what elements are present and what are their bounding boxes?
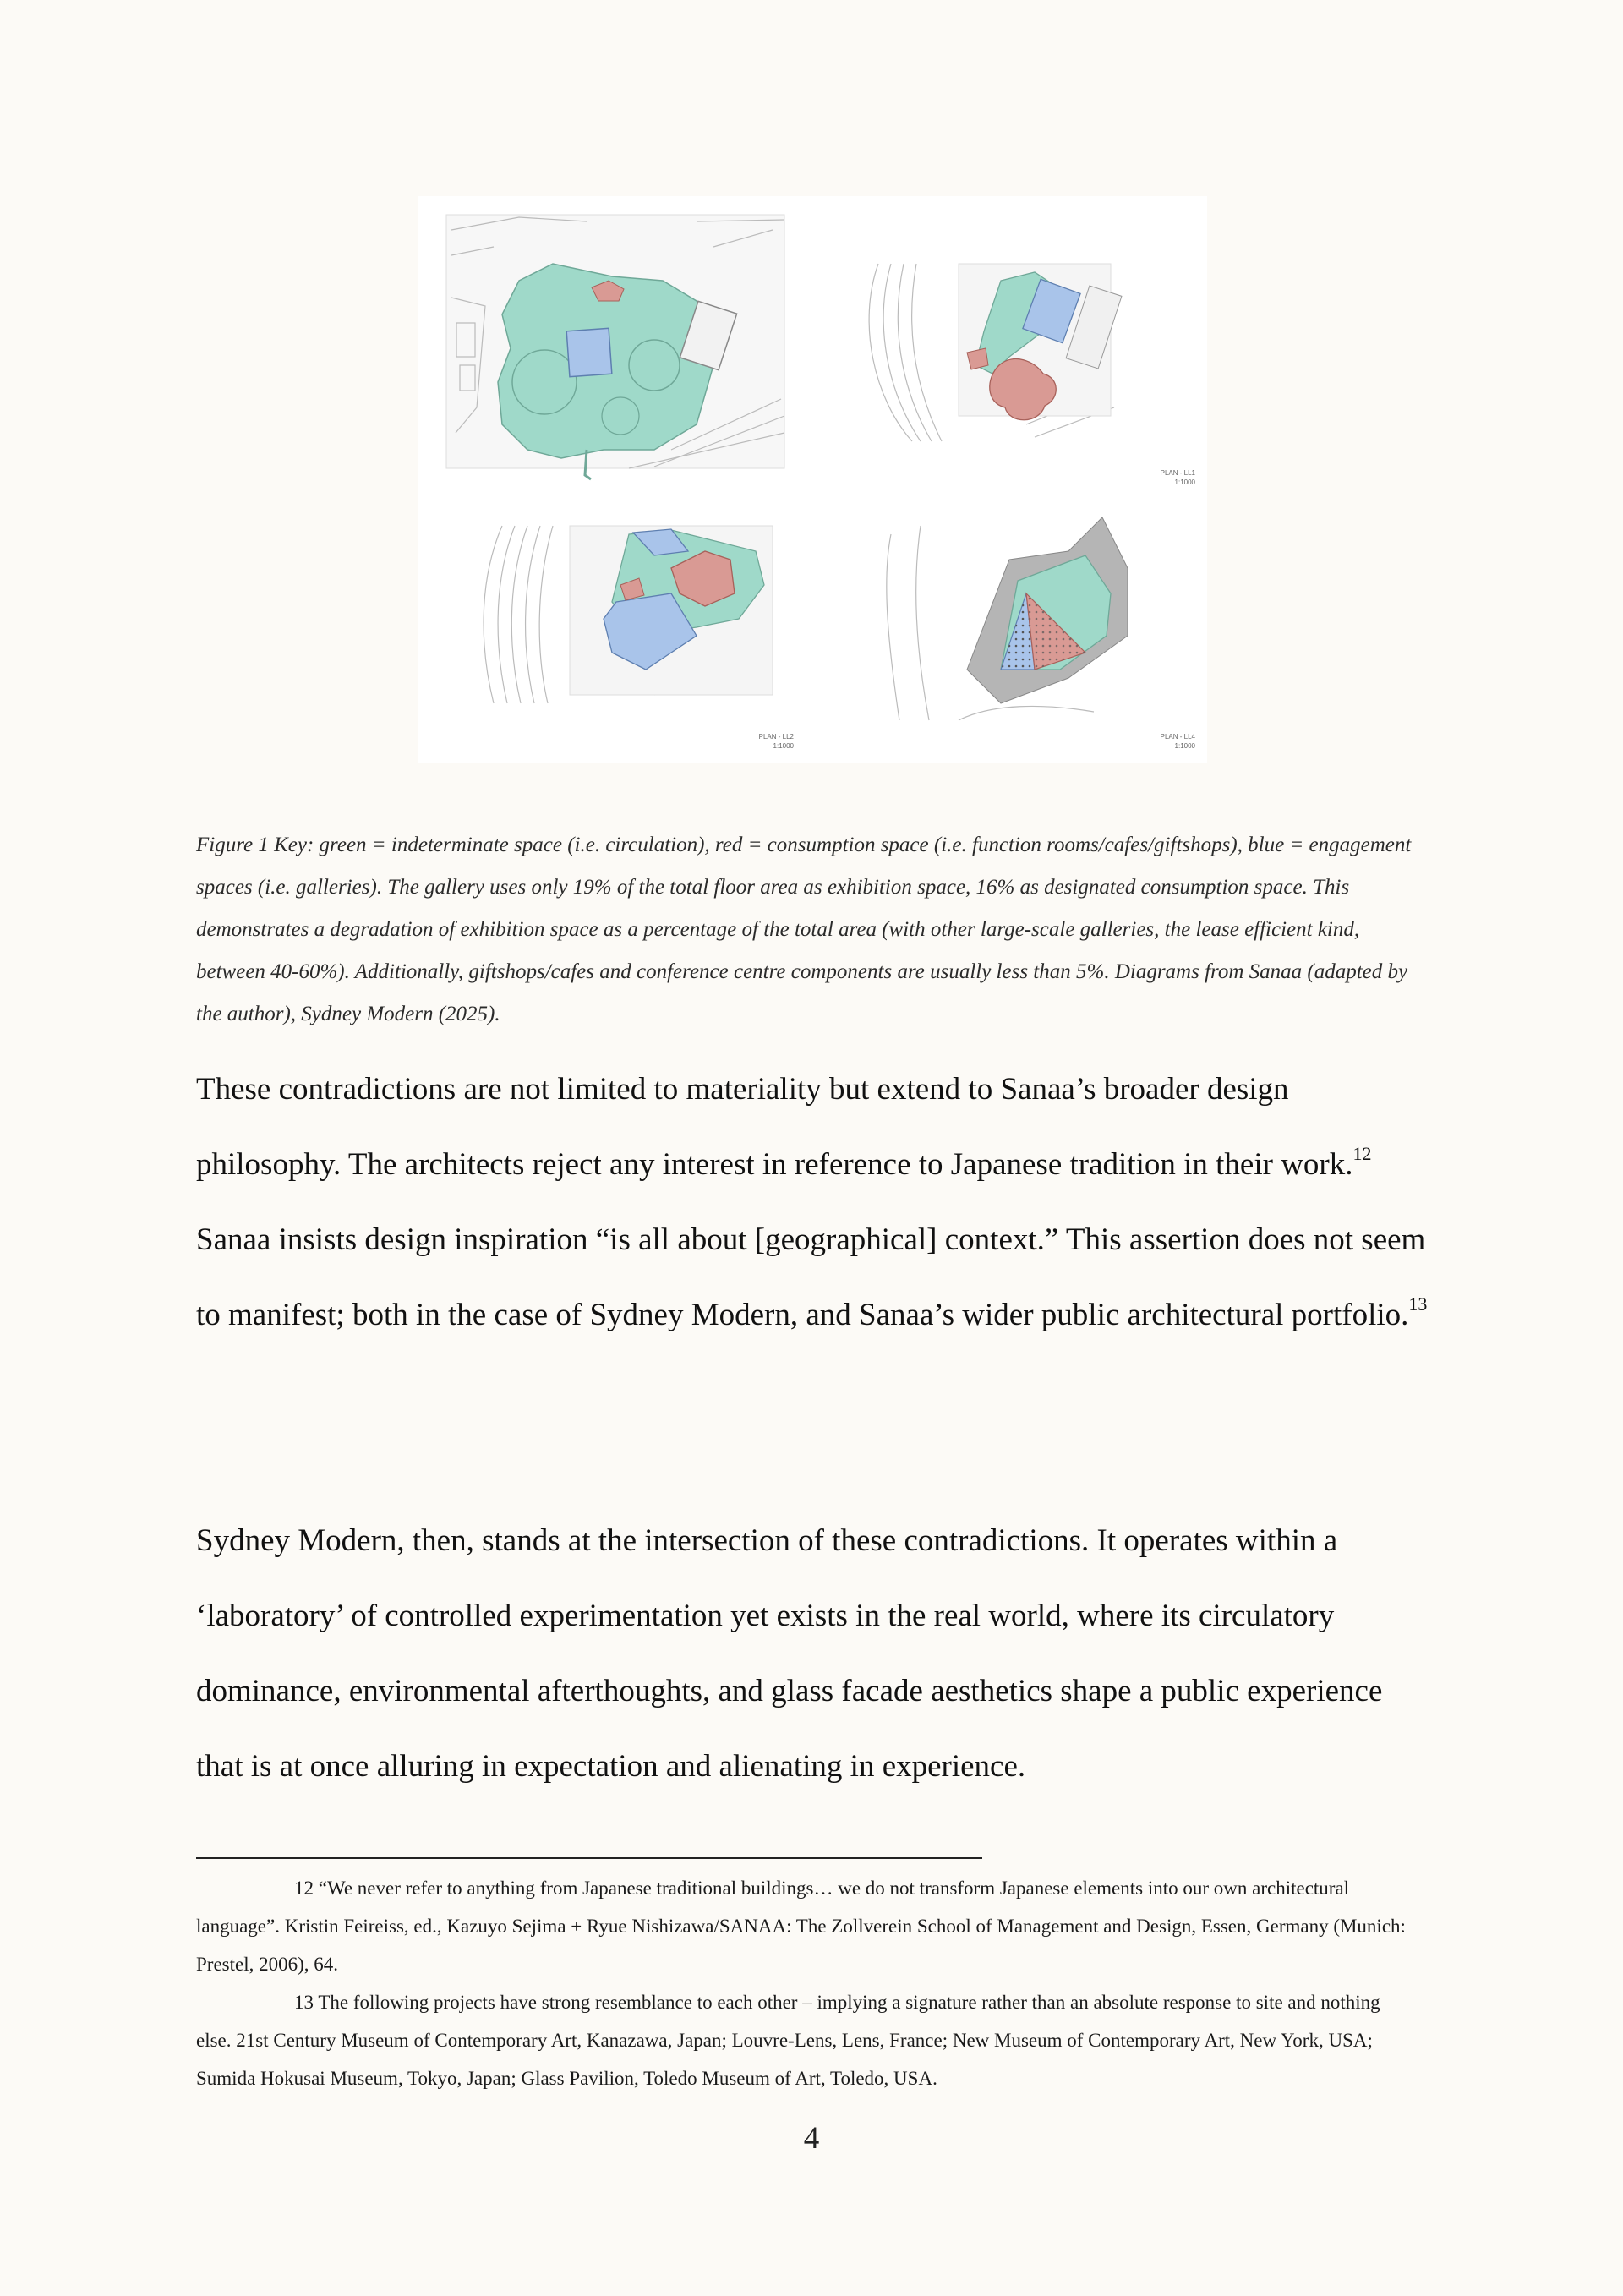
footnote-13: 13 The following projects have strong resemblance to each other – implying a signature rather than an absolute response to site and nothing else. 21st Century Museum of Contemporary Art, Kanazawa, Japan; Louvre-Lens, Lens, France; New Museum of Contemporary Art, New York, USA; Sumida Hokusai Museum, Tokyo, Japan; Glass Pavilion, Toledo Museum of Art, Toledo, USA. bbox=[196, 1992, 1380, 2089]
body-paragraph-1 bbox=[196, 1052, 1430, 1353]
plan-ll4-scale: 1:1000 bbox=[1174, 742, 1195, 750]
figure-caption: Figure 1 Key: green = indeterminate space (i.e. circulation), red = consumption space (i.e. function rooms/cafes/giftshops), blue = engagement spaces (i.e. galleries). The gallery uses only 19% of the total floor area as exhibition space, 16% as designated consumption space. This demonstrates a degradation of exhibition space as a percentage of the total area (with other large-scale galleries, the lease efficient kind, between 40-60%). Additionally, giftshops/cafes and conference centre components are usually less than 5%. Diagrams from Sanaa (adapted by the author), Sydney Modern (2025). bbox=[196, 834, 1412, 1025]
floor-plan-figure bbox=[418, 196, 1207, 763]
plan-ll1-label: PLAN - LL1 bbox=[1160, 469, 1195, 477]
plan-ll4-label: PLAN - LL4 bbox=[1160, 733, 1195, 741]
footnote-ref-12[interactable]: 12 bbox=[1352, 1142, 1372, 1164]
plan-ground bbox=[446, 215, 784, 479]
footnote-ref-13[interactable]: 13 bbox=[1408, 1293, 1428, 1315]
para1-text-a: These contradictions are not limited to materiality but extend to Sanaa’s broader design philosophy. The architects reject any interest in reference to Japanese tradition in their work. bbox=[196, 1072, 1353, 1182]
para1-text-b: Sanaa insists design inspiration “is all about [geographical] context.” This assertion does not seem to manifest; both in the case of Sydney Modern, and Sanaa’s wider public architectural portfolio. bbox=[196, 1222, 1426, 1332]
body-paragraph-2: Sydney Modern, then, stands at the intersection of these contradictions. It operates within a ‘laboratory’ of controlled experimentation yet exists in the real world, where its circulatory dominance, environmental afterthoughts, and glass facade aesthetics shape a public experience that is at once alluring in expectation and alienating in experience. bbox=[196, 1523, 1383, 1784]
page-number: 4 bbox=[803, 2121, 820, 2156]
footnote-separator bbox=[196, 1857, 982, 1859]
plan-ll1-scale: 1:1000 bbox=[1174, 478, 1195, 486]
footnote-12: 12 “We never refer to anything from Japanese traditional buildings… we do not transform Japanese elements into our own architectural language”. Kristin Feireiss, ed., Kazuyo Sejima + Ryue Nishizawa/SANAA: The Zollverein School of Management and Design, Essen, Germany (Munich: Prestel, 2006), 64. bbox=[196, 1878, 1406, 1975]
plan-ll2-scale: 1:1000 bbox=[773, 742, 794, 750]
plan-ll2-label: PLAN - LL2 bbox=[758, 733, 794, 741]
